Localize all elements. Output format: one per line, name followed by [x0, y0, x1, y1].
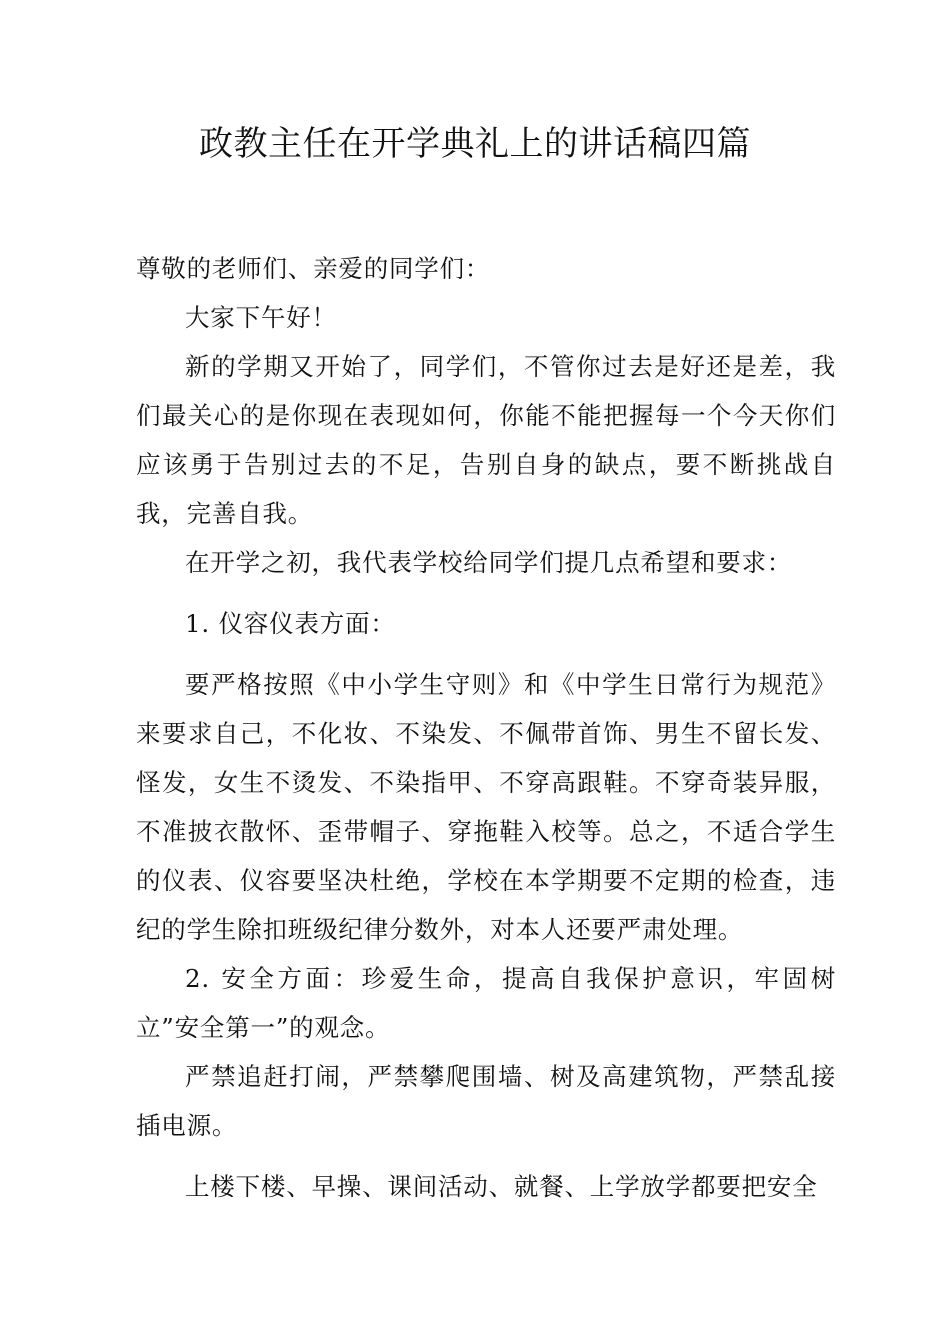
section-heading-appearance: 1. 仪容仪表方面： — [185, 609, 396, 638]
paragraph-intro: 新的学期又开始了，同学们，不管你过去是好还是差，我们最关心的是你现在表现如何，你能不能把握每一个今天你们应该勇于告别过去的不足，告别自身的缺点，要不断挑战自我，完善自我。 — [136, 352, 836, 528]
document-title: 政教主任在开学典礼上的讲话稿四篇 — [199, 124, 751, 164]
section-heading-safety: 2. 安全方面：珍爱生命，提高自我保护意识，牢固树立”安全第一”的观念。 — [136, 964, 836, 1042]
paragraph-requirements: 在开学之初，我代表学校给同学们提几点希望和要求： — [185, 548, 793, 577]
greeting: 大家下午好！ — [185, 303, 337, 332]
salutation: 尊敬的老师们、亲爱的同学们： — [136, 254, 491, 283]
paragraph-safety-rules: 严禁追赶打闹，严禁攀爬围墙、树及高建筑物，严禁乱接插电源。 — [136, 1062, 836, 1140]
paragraph-appearance: 要严格按照《中小学生守则》和《中学生日常行为规范》来要求自己，不化妆、不染发、不佩带首饰、男生不留长发、怪发，女生不烫发、不染指甲、不穿高跟鞋。不穿奇装异服，不准披衣散怀、歪带帽子、穿拖鞋入校等。总之，不适合学生的仪表、仪容要坚决杜绝，学校在本学期要不定期的检查，违纪的学生除扣班级纪律分数外，对本人还要严肃处理。 — [136, 670, 836, 944]
document-body — [136, 244, 836, 1211]
paragraph-safety-activities: 上楼下楼、早操、课间活动、就餐、上学放学都要把安全 — [185, 1172, 818, 1201]
